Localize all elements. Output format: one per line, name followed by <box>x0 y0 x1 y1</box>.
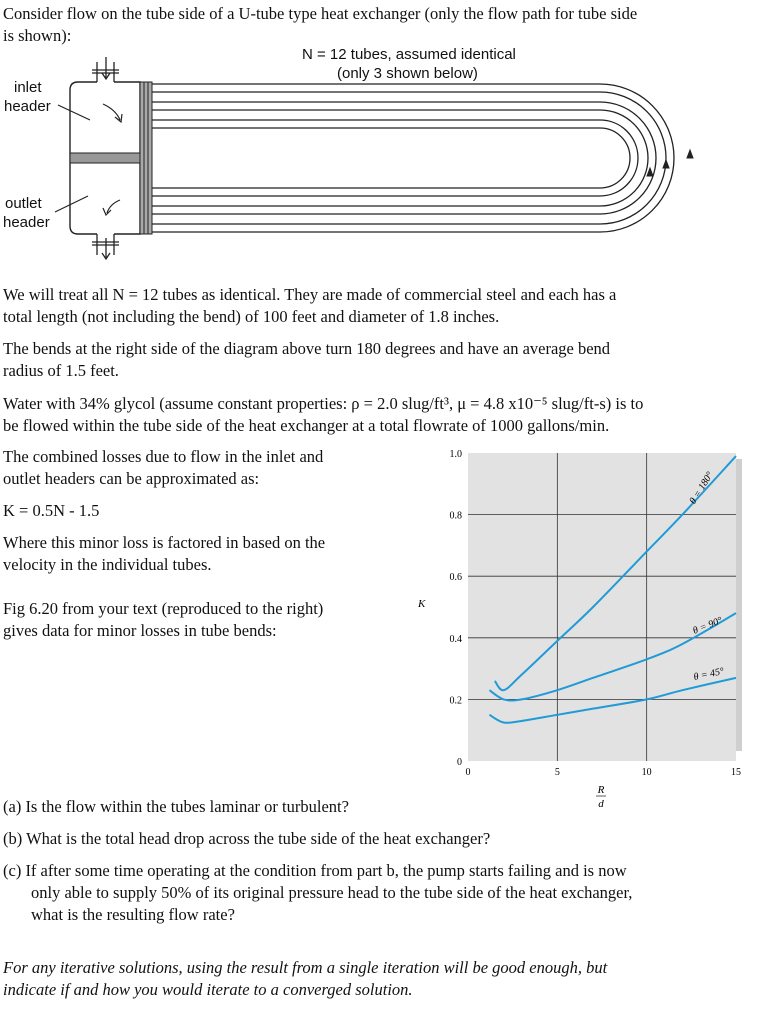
p6-line-2: gives data for minor losses in tube bends: <box>3 621 277 640</box>
x-tick-label: 5 <box>554 767 560 778</box>
intro-line-1: Consider flow on the tube side of a U-tube type heat exchanger (only the flow path for tube side <box>3 4 638 23</box>
u-tube-diagram <box>0 50 757 265</box>
question-c-line-2: only able to supply 50% of its original pressure head to the tube side of the heat exchanger, <box>31 883 633 902</box>
bend-loss-chart <box>405 440 750 820</box>
p1-line-1: We will treat all N = 12 tubes as identical. They are made of commercial steel and each has a <box>3 285 617 304</box>
x-tick-label: 10 <box>641 767 652 778</box>
series-label-2: θ = 45° <box>692 665 726 684</box>
question-c-line-1: (c) If after some time operating at the condition from part b, the pump starts failing and is now <box>3 861 627 880</box>
series-label-1: θ = 90° <box>691 615 724 637</box>
outlet-label-1: outlet <box>5 195 42 212</box>
tubes-label: N = 12 tubes, assumed identical <box>302 46 516 63</box>
footer-line-1: For any iterative solutions, using the result from a single iteration will be good enough, but <box>3 958 608 977</box>
u-tubes <box>152 84 674 232</box>
footer-line-2: indicate if and how you would iterate to a converged solution. <box>3 980 413 999</box>
p4-line-1: The combined losses due to flow in the inlet and <box>3 447 324 466</box>
header-divider <box>70 153 145 163</box>
outlet-pipe <box>92 234 119 259</box>
y-axis-label: K <box>418 598 426 610</box>
p2-line-1: The bends at the right side of the diagram above turn 180 degrees and have an average bend <box>3 339 611 358</box>
inlet-pipe <box>92 57 119 82</box>
p3-line-2: be flowed within the tube side of the heat exchanger at a total flowrate of 1000 gallons/min. <box>3 416 610 435</box>
p6-line-1: Fig 6.20 from your text (reproduced to the right) <box>3 599 324 618</box>
p3-line-1: Water with 34% glycol (assume constant properties: ρ = 2.0 slug/ft³, μ = 4.8 x10⁻⁵ slug/ft-s) is to <box>3 394 644 413</box>
intro-line-2: is shown): <box>3 26 72 45</box>
x-axis-label-denominator: d <box>598 798 604 810</box>
x-axis-label-numerator: R <box>597 784 605 796</box>
outlet-label-2: header <box>3 214 50 231</box>
y-tick-label: 0.8 <box>449 510 462 522</box>
p1-line-2: total length (not including the bend) of 100 feet and diameter of 1.8 inches. <box>3 307 500 326</box>
p5-line-2: velocity in the individual tubes. <box>3 555 212 574</box>
y-tick-label: 0.4 <box>449 633 462 645</box>
header-loss-equation: K = 0.5N - 1.5 <box>3 501 100 520</box>
question-a: (a) Is the flow within the tubes laminar or turbulent? <box>3 797 349 816</box>
inlet-label-2: header <box>4 98 51 115</box>
x-tick-label: 15 <box>731 767 741 778</box>
series-label-0: θ = 180° <box>687 470 716 507</box>
x-tick-label: 0 <box>465 767 471 778</box>
y-tick-label: 0.6 <box>449 572 462 584</box>
p2-line-2: radius of 1.5 feet. <box>3 361 119 380</box>
y-tick-labels <box>450 449 463 768</box>
y-tick-label: 1.0 <box>449 449 462 460</box>
y-tick-label: 0.2 <box>449 695 462 707</box>
tubes-sublabel: (only 3 shown below) <box>337 65 478 82</box>
p5-line-1: Where this minor loss is factored in based on the <box>3 533 326 552</box>
y-tick-label: 0 <box>457 757 462 768</box>
question-b: (b) What is the total head drop across the tube side of the heat exchanger? <box>3 829 491 848</box>
tube-sheet <box>140 82 152 234</box>
p4-line-2: outlet headers can be approximated as: <box>3 469 260 488</box>
x-tick-labels <box>466 767 742 778</box>
question-c-line-3: what is the resulting flow rate? <box>31 905 235 924</box>
inlet-label-1: inlet <box>14 79 42 96</box>
